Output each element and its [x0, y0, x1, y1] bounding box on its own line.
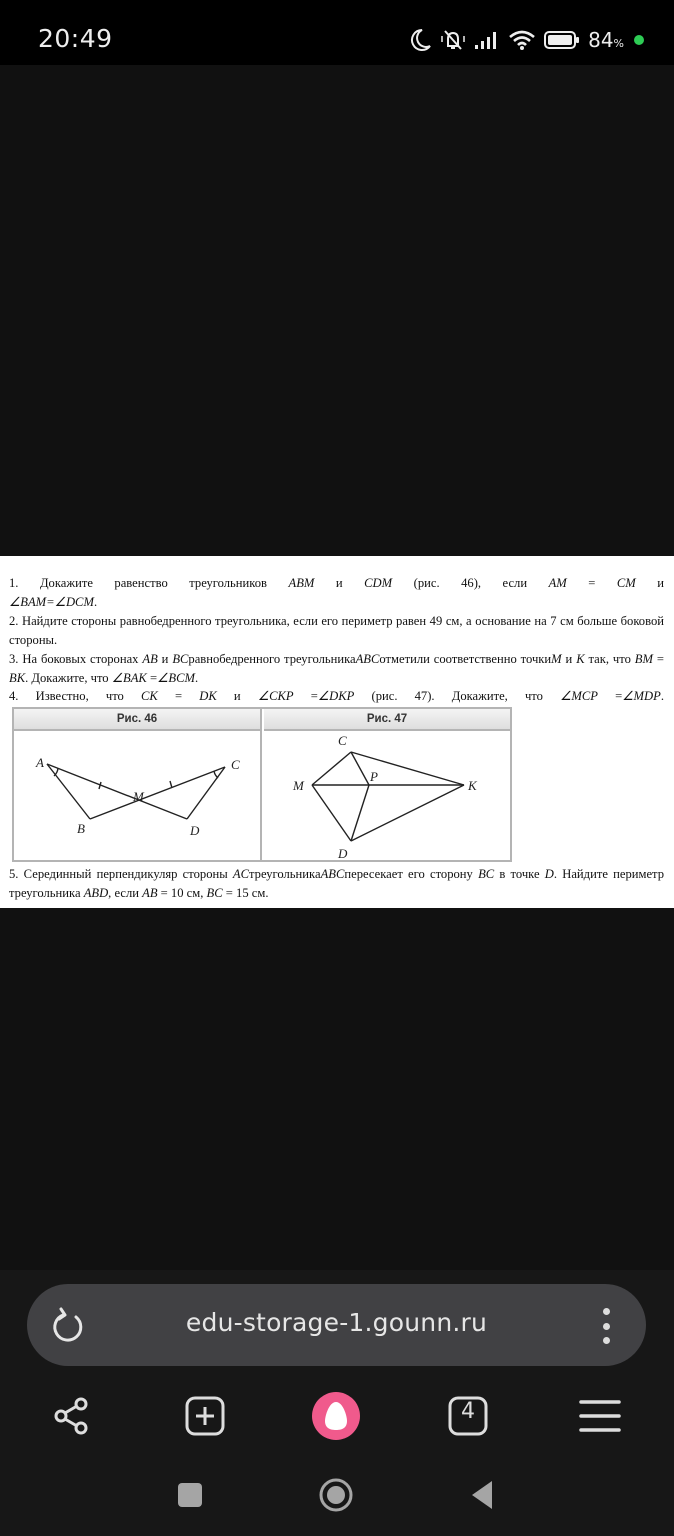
new-tab-button[interactable] [177, 1388, 233, 1444]
alice-assistant-button[interactable] [308, 1388, 364, 1444]
status-bar [0, 0, 674, 65]
svg-text:D: D [338, 846, 348, 861]
back-icon [468, 1479, 496, 1511]
share-button[interactable] [43, 1388, 99, 1444]
problem-4: 4. Известно, что CK = DK и ∠CKP =∠DKP (рис. 47). Докажите, что ∠MCP =∠MDP. [9, 689, 664, 703]
silent-bell-icon [440, 28, 466, 52]
hamburger-menu-button[interactable] [572, 1388, 628, 1444]
figures-table [12, 707, 512, 862]
share-icon [51, 1396, 91, 1436]
kebab-menu-button[interactable] [598, 1308, 614, 1344]
browser-toolbar [0, 1388, 674, 1444]
hamburger-menu-icon [578, 1398, 622, 1434]
home-icon [318, 1477, 354, 1513]
new-tab-icon [185, 1396, 225, 1436]
recents-icon [177, 1482, 203, 1508]
signal-icon [474, 30, 500, 50]
web-viewport[interactable] [0, 65, 674, 1270]
wifi-icon [508, 29, 536, 51]
system-nav-bar [0, 1470, 674, 1520]
moon-icon [410, 28, 432, 52]
battery-percent: 84% [588, 28, 624, 52]
status-time: 20:49 [38, 24, 113, 53]
tabs-button[interactable] [440, 1388, 496, 1444]
tabs-count: 4 [461, 1399, 475, 1424]
home-button[interactable] [311, 1470, 361, 1520]
svg-text:P: P [370, 769, 378, 784]
svg-text:C: C [338, 733, 347, 748]
svg-text:B: B [77, 821, 85, 836]
worksheet-image [0, 556, 674, 908]
svg-text:M: M [293, 778, 304, 793]
kebab-dot [603, 1337, 610, 1344]
status-icons [410, 26, 644, 54]
svg-text:K: K [468, 778, 477, 793]
svg-text:A: A [36, 755, 44, 770]
problem-5: 5. Серединный перпендикуляр стороны ACтреугольникаABCпересекает его сторону BC в точке D. Найдите периметр треугольника ABD, если AB = 10 см, BC = 15 см. [9, 867, 665, 900]
recents-button[interactable] [165, 1470, 215, 1520]
svg-text:M: M [133, 789, 144, 804]
figure-47 [264, 709, 510, 860]
back-button[interactable] [457, 1470, 507, 1520]
figure-47-caption: Рис. 47 [264, 709, 510, 731]
figure-47-diagram [264, 731, 510, 860]
battery-icon [544, 30, 580, 50]
address-bar[interactable] [27, 1284, 646, 1366]
figure-46 [14, 709, 262, 860]
problem-3: 3. На боковых сторонах AB и BCравнобедренного треугольникаABCотметили соответственно точкиM и K так, что BM = BK. Докажите, что ∠BAK =∠BCM. [9, 652, 664, 685]
alice-assistant-icon [311, 1391, 361, 1441]
figure-46-caption: Рис. 46 [14, 709, 260, 731]
figure-46-diagram [14, 731, 260, 860]
kebab-dot [603, 1308, 610, 1315]
svg-text:C: C [231, 757, 240, 772]
problem-2: 2. Найдите стороны равнобедренного треугольника, если его периметр равен 49 см, а основание на 7 см больше боковой стороны. [9, 614, 664, 647]
charging-dot [634, 35, 644, 45]
problem-1: 1. Докажите равенство треугольников ABM и CDM (рис. 46), если AM = CM и ∠BAM=∠DCM. [9, 576, 665, 609]
browser-bottom-bar [0, 1270, 674, 1536]
url-text[interactable]: edu-storage-1.gounn.ru [185, 1308, 488, 1337]
svg-text:D: D [190, 823, 200, 838]
kebab-dot [603, 1323, 610, 1330]
